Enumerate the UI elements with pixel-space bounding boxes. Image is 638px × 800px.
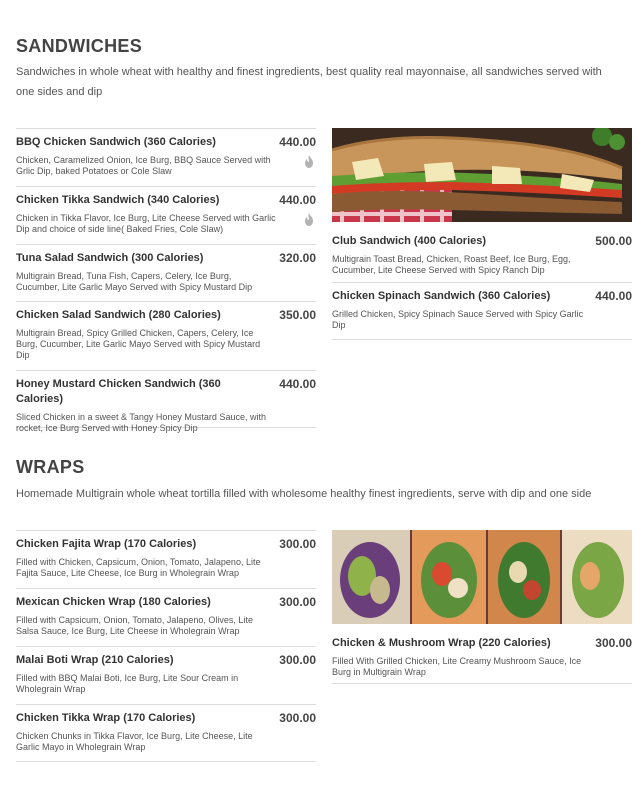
item-description: Multigrain Bread, Tuna Fish, Capers, Celery, Ice Burg, Cucumber, Lite Garlic Mayo Served with Spicy Mustard Dip — [16, 271, 253, 292]
wraps-list-right — [332, 630, 632, 684]
item-description: Filled with Chicken, Capsicum, Onion, Tomato, Jalapeno, Lite Fajita Sauce, Lite Cheese, Ice Burg in Wholegrain Wrap — [16, 557, 261, 578]
menu-item[interactable] — [332, 630, 632, 684]
menu-item[interactable] — [16, 588, 316, 646]
sandwiches-list-left — [16, 128, 316, 433]
item-description: Multigrain Toast Bread, Chicken, Roast Beef, Ice Burg, Egg, Cucumber, Lite Cheese Served with Spicy Ranch Dip — [332, 254, 571, 275]
menu-item[interactable] — [16, 370, 316, 433]
item-name: Chicken Fajita Wrap (170 Calories) — [16, 538, 197, 550]
item-description: Filled with Capsicum, Onion, Tomato, Jalapeno, Olives, Lite Salsa Sauce, Ice Burg, Lite Cheese in Wholegrain Wrap — [16, 615, 253, 636]
sandwiches-description: Sandwiches in whole wheat with healthy and finest ingredients, best quality real mayonnaise, all sandwiches served with one sides and dip — [16, 66, 602, 98]
item-name: Chicken Salad Sandwich (280 Calories) — [16, 309, 221, 321]
item-description: Chicken in Tikka Flavor, Ice Burg, Lite Cheese Served with Garlic Dip and choice of side line( Baked Fries, Cole Slaw) — [16, 213, 276, 234]
item-description: Filled with BBQ Malai Boti, Ice Burg, Lite Sour Cream in Wholegrain Wrap — [16, 673, 239, 694]
item-name: Mexican Chicken Wrap (180 Calories) — [16, 596, 211, 608]
wraps-description: Homemade Multigrain whole wheat tortilla filled with wholesome healthy finest ingredients, serve with dip and one side — [16, 488, 592, 500]
item-price: 440.00 — [279, 377, 316, 391]
sandwich-photo — [332, 128, 632, 222]
item-name: Chicken & Mushroom Wrap (220 Calories) — [332, 637, 551, 649]
item-name: Club Sandwich (400 Calories) — [332, 235, 487, 247]
item-price: 320.00 — [279, 251, 316, 265]
item-price: 300.00 — [279, 711, 316, 725]
menu-item[interactable] — [16, 646, 316, 704]
item-price: 300.00 — [279, 537, 316, 551]
menu-item[interactable] — [332, 282, 632, 340]
item-description: Chicken, Caramelized Onion, Ice Burg, BBQ Sauce Served with Grlic Dip, baked Potatoes or Cole Slaw — [16, 155, 271, 176]
sandwiches-title: SANDWICHES — [16, 36, 143, 56]
item-description: Grilled Chicken, Spicy Spinach Sauce Served with Spicy Garlic Dip — [332, 309, 584, 330]
item-price: 300.00 — [595, 636, 632, 650]
menu-item[interactable] — [16, 704, 316, 762]
flame-icon — [304, 155, 314, 168]
item-name: Malai Boti Wrap (210 Calories) — [16, 654, 174, 666]
item-price: 440.00 — [279, 135, 316, 149]
menu-item[interactable] — [332, 228, 632, 282]
item-name: Chicken Spinach Sandwich (360 Calories) — [332, 290, 551, 302]
item-name: Honey Mustard Chicken Sandwich (360 Calories) — [16, 378, 221, 405]
menu-item[interactable] — [16, 530, 316, 588]
item-price: 300.00 — [279, 595, 316, 609]
item-price: 300.00 — [279, 653, 316, 667]
menu-item[interactable] — [16, 244, 316, 301]
item-description: Multigrain Bread, Spicy Grilled Chicken, Capers, Celery, Ice Burg, Cucumber, Lite Garlic Mayo Served with Spicy Mustard Dip — [16, 328, 261, 360]
item-price: 350.00 — [279, 308, 316, 322]
item-price: 440.00 — [279, 193, 316, 207]
item-name: Chicken Tikka Sandwich (340 Calories) — [16, 194, 220, 206]
wraps-title: WRAPS — [16, 457, 85, 477]
wraps-list-left — [16, 530, 316, 762]
item-name: Chicken Tikka Wrap (170 Calories) — [16, 712, 196, 724]
item-price: 500.00 — [595, 234, 632, 248]
sandwiches-list-right — [332, 228, 632, 340]
menu-item[interactable] — [16, 301, 316, 370]
menu-item[interactable] — [16, 128, 316, 186]
flame-icon — [304, 213, 314, 226]
menu-item[interactable] — [16, 186, 316, 244]
wrap-photo — [332, 530, 632, 624]
item-description: Filled With Grilled Chicken, Lite Creamy Mushroom Sauce, Ice Burg in Multigrain Wrap — [332, 656, 582, 677]
item-name: BBQ Chicken Sandwich (360 Calories) — [16, 136, 216, 148]
item-price: 440.00 — [595, 289, 632, 303]
item-description: Chicken Chunks in Tikka Flavor, Ice Burg, Lite Cheese, Lite Garlic Mayo in Wholegrain Wrap — [16, 731, 253, 752]
item-description: Sliced Chicken in a sweet & Tangy Honey Mustard Sauce, with rocket, Ice Burg Served with Honey Spicy Dip — [16, 412, 266, 433]
item-name: Tuna Salad Sandwich (300 Calories) — [16, 252, 204, 264]
